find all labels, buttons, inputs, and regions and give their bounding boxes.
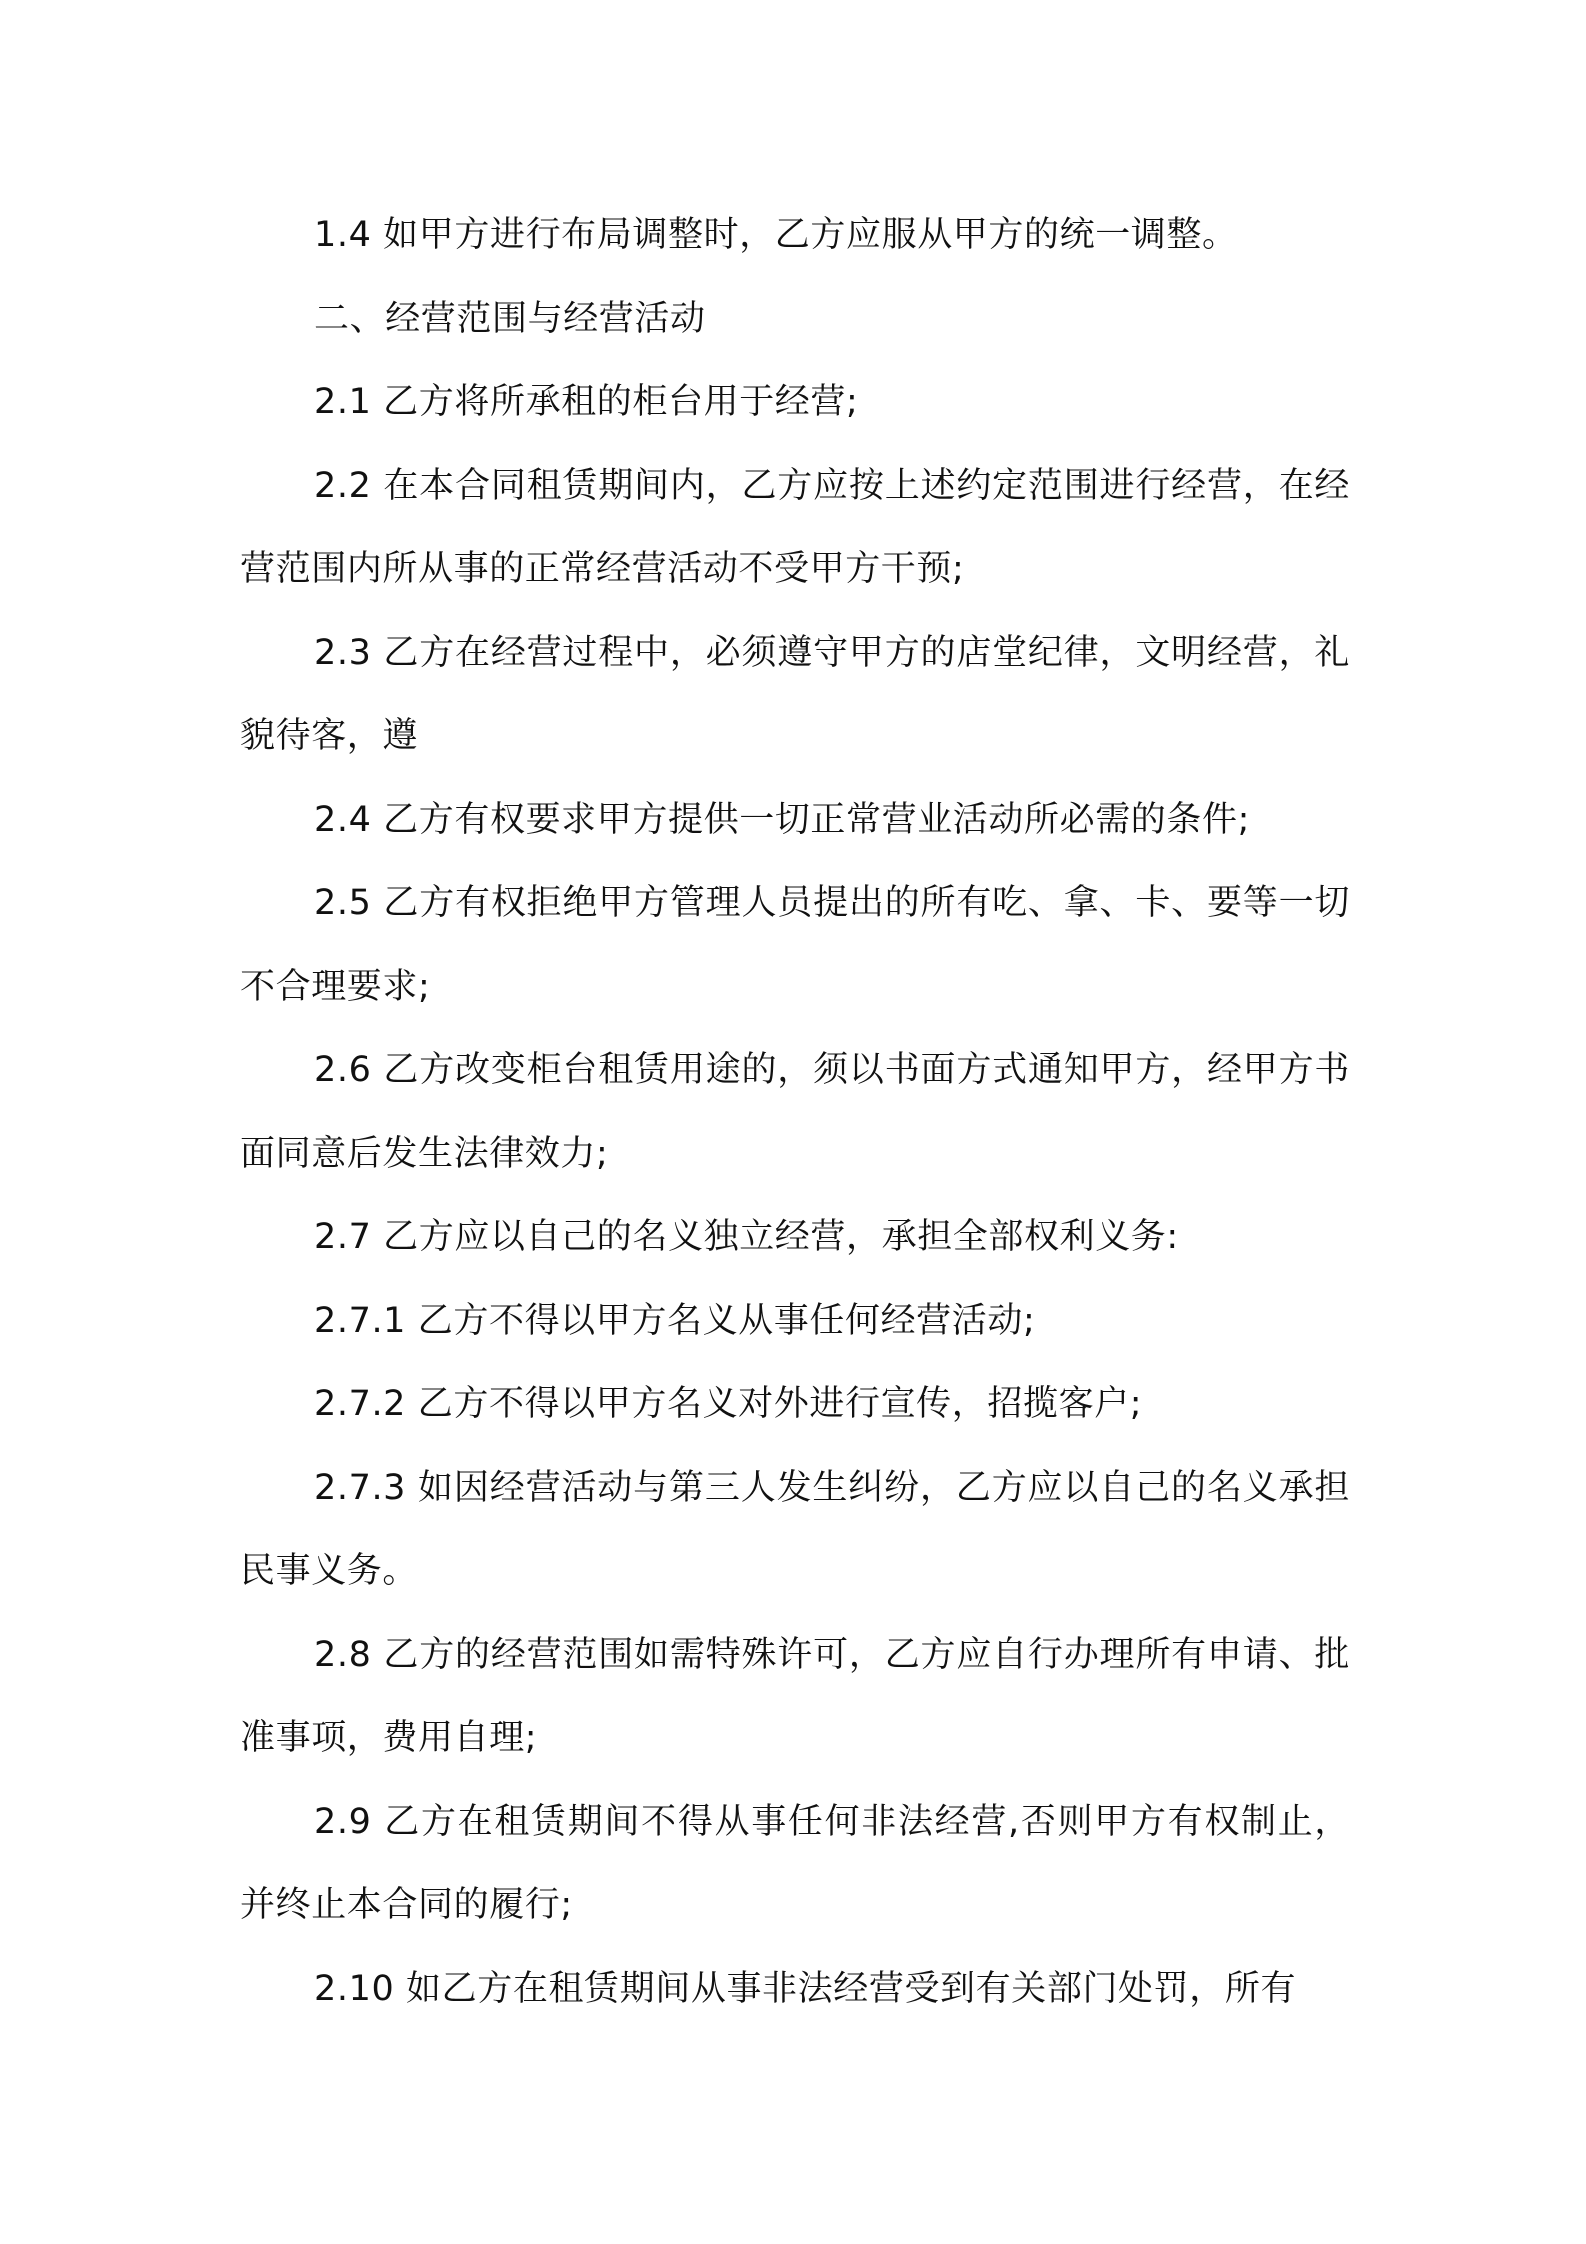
clause-2-1: 2.1 乙方将所承租的柜台用于经营; [314,382,859,422]
clause-2-7-1: 2.7.1 乙方不得以甲方名义从事任何经营活动; [314,1300,1036,1341]
clause-2-2: 2.2 在本合同租赁期间内，乙方应按上述约定范围进行经营，在经营范围内所从事的正常经营活动不受甲方干预; [240,465,1350,589]
clause-2-4: 2.4 乙方有权要求甲方提供一切正常营业活动所必需的条件; [314,799,1250,840]
clause-2-6: 2.6 乙方改变柜台租赁用途的，须以书面方式通知甲方，经甲方书面同意后发生法律效力; [240,1050,1350,1174]
clause-2-7-2: 2.7.2 乙方不得以甲方名义对外进行宣传，招揽客户; [314,1384,1143,1424]
clause-2-5: 2.5 乙方有权拒绝甲方管理人员提出的所有吃、拿、卡、要等一切不合理要求; [240,883,1350,1007]
clause-2-7: 2.7 乙方应以自己的名义独立经营，承担全部权利义务: [314,1217,1179,1257]
contract-body [240,194,1350,2031]
clause-2-9: 2.9 乙方在租赁期间不得从事任何非法经营,否则甲方有权制止，并终止本合同的履行; [240,1801,1350,1925]
clause-2-3: 2.3 乙方在经营过程中，必须遵守甲方的店堂纪律，文明经营，礼貌待客，遵 [240,632,1350,756]
clause-1-4: 1.4 如甲方进行布局调整时，乙方应服从甲方的统一调整。 [314,215,1238,255]
clause-2-8: 2.8 乙方的经营范围如需特殊许可，乙方应自行办理所有申请、批准事项，费用自理; [240,1634,1350,1758]
clause-2-10: 2.10 如乙方在租赁期间从事非法经营受到有关部门处罚，所有 [314,1968,1297,2009]
clause-2-7-3: 2.7.3 如因经营活动与第三人发生纠纷，乙方应以自己的名义承担民事义务。 [240,1467,1350,1591]
section-heading-business-scope: 二、经营范围与经营活动 [314,298,706,339]
